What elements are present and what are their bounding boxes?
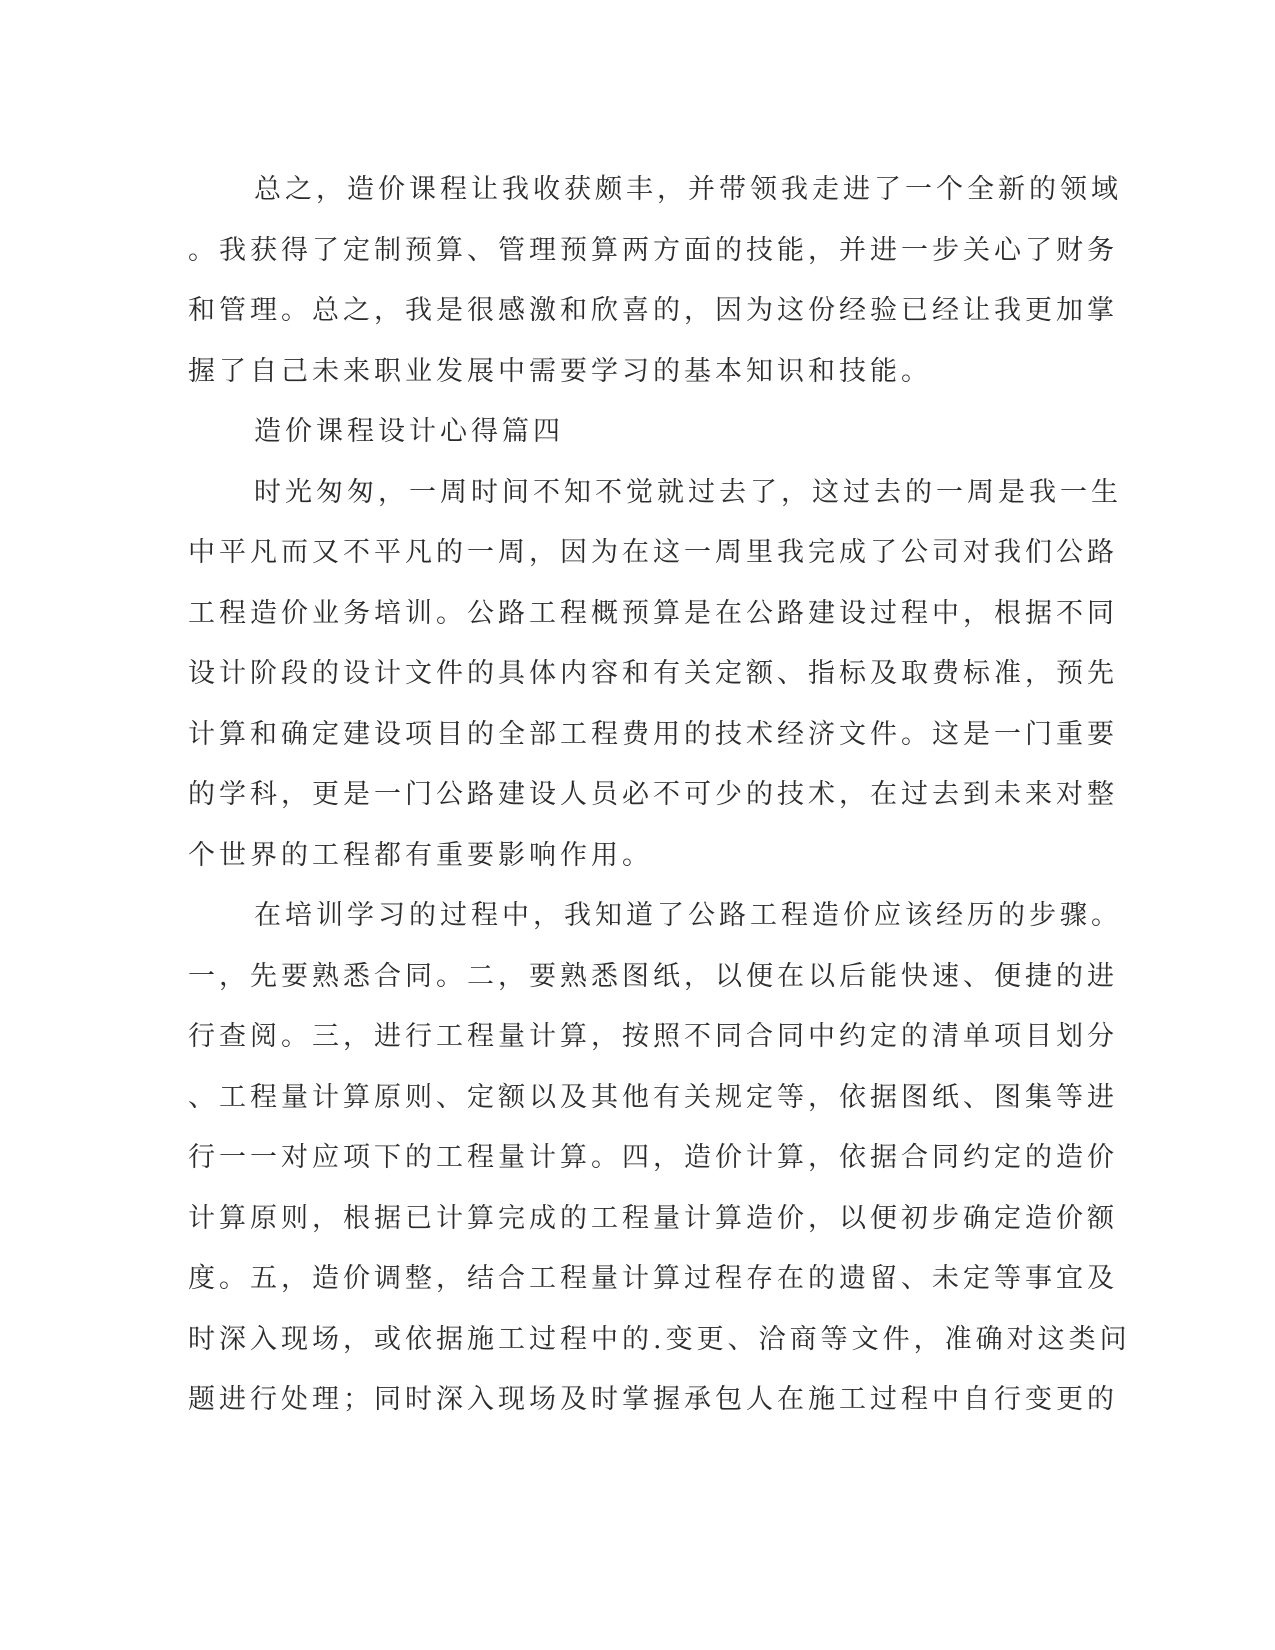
section-heading: 造价课程设计心得篇四	[254, 416, 564, 447]
paragraph-line: 的学科，更是一门公路建设人员必不可少的技术，在过去到未来对整	[188, 779, 1118, 810]
paragraph-line: 在培训学习的过程中，我知道了公路工程造价应该经历的步骤。	[254, 900, 1122, 931]
paragraph-line: 度。五，造价调整，结合工程量计算过程存在的遗留、未定等事宜及	[188, 1263, 1118, 1294]
paragraph-line: 工程造价业务培训。公路工程概预算是在公路建设过程中，根据不同	[188, 597, 1118, 629]
paragraph-line: 。我获得了定制预算、管理预算两方面的技能，并进一步关心了财务	[188, 234, 1118, 266]
paragraph-line: 一，先要熟悉合同。二，要熟悉图纸，以便在以后能快速、便捷的进	[188, 960, 1118, 992]
paragraph-line: 握了自己未来职业发展中需要学习的基本知识和技能。	[188, 355, 932, 387]
paragraph-line: 计算和确定建设项目的全部工程费用的技术经济文件。这是一门重要	[188, 718, 1118, 750]
paragraph-line: 行查阅。三，进行工程量计算，按照不同合同中约定的清单项目划分	[188, 1021, 1118, 1052]
paragraph-line: 题进行处理；同时深入现场及时掌握承包人在施工过程中自行变更的	[188, 1384, 1118, 1415]
paragraph-line: 和管理。总之，我是很感激和欣喜的，因为这份经验已经让我更加掌	[188, 295, 1118, 326]
paragraph-line: 个世界的工程都有重要影响作用。	[188, 839, 653, 871]
paragraph-line: 行一一对应项下的工程量计算。四，造价计算，依据合同约定的造价	[188, 1142, 1118, 1173]
paragraph-line: 时光匆匆，一周时间不知不觉就过去了，这过去的一周是我一生	[254, 476, 1122, 508]
paragraph-line: 计算原则，根据已计算完成的工程量计算造价，以便初步确定造价额	[188, 1202, 1118, 1234]
paragraph-line: 中平凡而又不平凡的一周，因为在这一周里我完成了公司对我们公路	[188, 537, 1118, 568]
paragraph-line: 设计阶段的设计文件的具体内容和有关定额、指标及取费标准，预先	[188, 658, 1118, 689]
paragraph-line: 总之，造价课程让我收获颇丰，并带领我走进了一个全新的领域	[254, 174, 1122, 205]
document-body	[188, 160, 1131, 1431]
paragraph-line: 时深入现场，或依据施工过程中的.变更、洽商等文件，准确对这类问	[188, 1323, 1131, 1355]
paragraph-line: 、工程量计算原则、定额以及其他有关规定等，依据图纸、图集等进	[188, 1081, 1118, 1113]
